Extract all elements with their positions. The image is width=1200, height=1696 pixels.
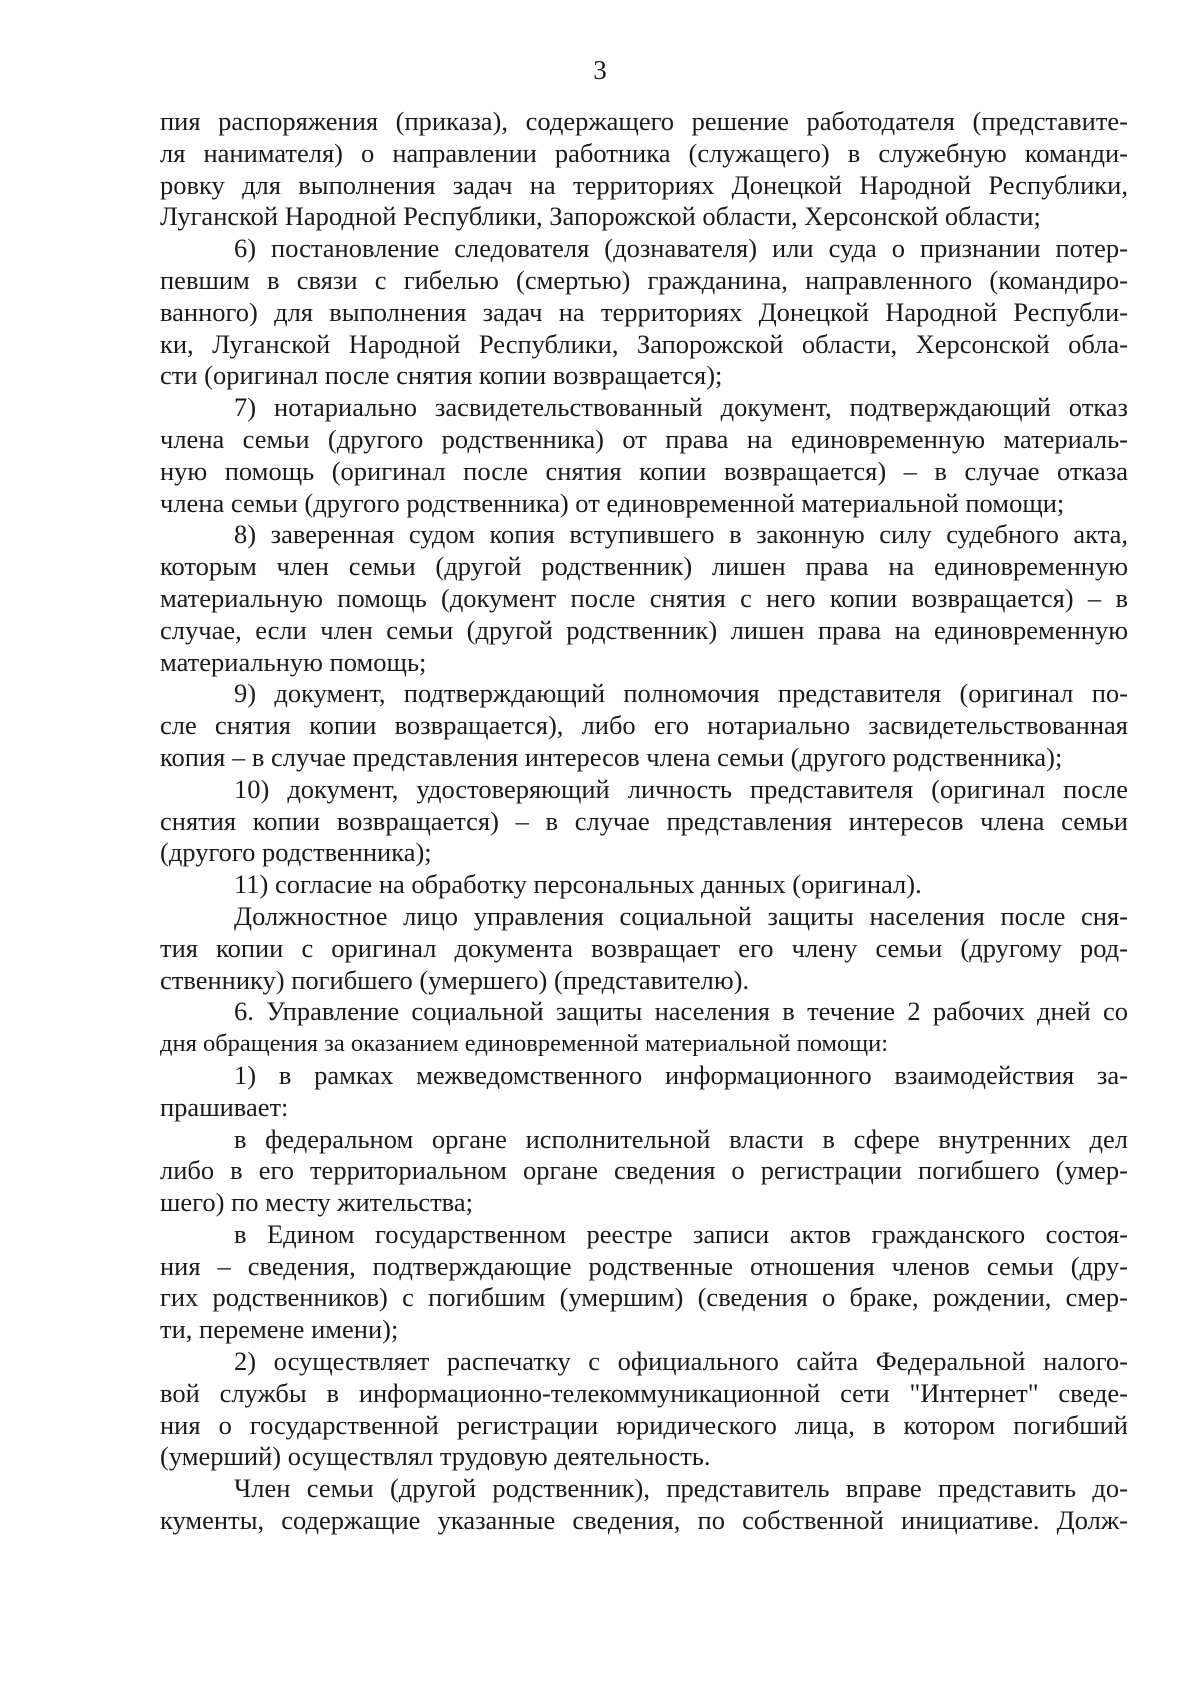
text-line: ля нанимателя) о направлении работника (служащего) в служебную команди-: [160, 137, 1128, 168]
text-line: либо в его территориальном органе сведения о регистрации погибшего (умер-: [160, 1155, 1128, 1186]
text-line: ванного) для выполнения задач на территориях Донецкой Народной Республи-: [160, 296, 1128, 327]
text-line: 7) нотариально засвидетельствованный документ, подтверждающий отказ: [234, 392, 1128, 423]
text-line: гих родственников) с погибшим (умершим) (сведения о браке, рождении, смер-: [160, 1282, 1128, 1313]
text-line: тия копии с оригинал документа возвращает его члену семьи (другому род-: [160, 932, 1128, 963]
text-line: ния – сведения, подтверждающие родственные отношения членов семьи (дру-: [160, 1250, 1128, 1281]
text-line: 11) согласие на обработку персональных данных (оригинал).: [234, 869, 922, 900]
text-line: 2) осуществляет распечатку с официального сайта Федеральной налого-: [234, 1346, 1128, 1377]
text-line: в федеральном органе исполнительной власти в сфере внутренних дел: [234, 1123, 1128, 1154]
text-line: ти, перемене имени);: [160, 1314, 399, 1345]
text-line: 10) документ, удостоверяющий личность представителя (оригинал после: [234, 773, 1128, 804]
text-line: прашивает:: [160, 1091, 289, 1122]
text-line: материальную помощь (документ после снятия с него копии возвращается) – в: [160, 582, 1128, 613]
text-line: ровку для выполнения задач на территориях Донецкой Народной Республики,: [160, 169, 1128, 200]
text-line: 9) документ, подтверждающий полномочия представителя (оригинал по-: [234, 678, 1128, 709]
text-line: сти (оригинал после снятия копии возвращается);: [160, 360, 723, 391]
text-line: 6. Управление социальной защиты населения в течение 2 рабочих дней со: [234, 996, 1128, 1027]
text-line: которым член семьи (другой родственник) лишен права на единовременную: [160, 551, 1128, 582]
text-line: вой службы в информационно-телекоммуникационной сети "Интернет" сведе-: [160, 1377, 1128, 1408]
text-line: случае, если член семьи (другой родственник) лишен права на единовременную: [160, 614, 1128, 645]
text-line: ки, Луганской Народной Республики, Запорожской области, Херсонской обла-: [160, 328, 1128, 359]
text-line: материальную помощь;: [160, 646, 427, 677]
text-line: 8) заверенная судом копия вступившего в законную силу судебного акта,: [234, 519, 1128, 550]
text-line: члена семьи (другого родственника) от права на единовременную материаль-: [160, 423, 1128, 454]
text-line: ния о государственной регистрации юридического лица, в котором погибший: [160, 1409, 1128, 1440]
text-line: пия распоряжения (приказа), содержащего решение работодателя (представите-: [160, 106, 1128, 136]
text-line: ственнику) погибшего (умершего) (представителю).: [160, 964, 750, 995]
text-line: (умерший) осуществлял трудовую деятельность.: [160, 1441, 711, 1472]
text-line: (другого родственника);: [160, 837, 432, 868]
body-text: [160, 106, 1128, 1537]
text-line: 1) в рамках межведомственного информационного взаимодействия за-: [234, 1059, 1128, 1090]
text-line: ную помощь (оригинал после снятия копии возвращается) – в случае отказа: [160, 455, 1128, 486]
text-line: Луганской Народной Республики, Запорожской области, Херсонской области;: [160, 201, 1041, 232]
text-line: дня обращения за оказанием единовременной материальной помощи:: [160, 1030, 889, 1058]
text-line: певшим в связи с гибелью (смертью) гражданина, направленного (командиро-: [160, 264, 1128, 295]
text-line: кументы, содержащие указанные сведения, по собственной инициативе. Долж-: [160, 1505, 1128, 1536]
text-line: Должностное лицо управления социальной защиты населения после сня-: [234, 900, 1128, 931]
text-line: в Едином государственном реестре записи актов гражданского состоя-: [234, 1218, 1128, 1249]
text-line: 6) постановление следователя (дознавателя) или суда о признании потер-: [234, 233, 1128, 264]
text-line: шего) по месту жительства;: [160, 1187, 473, 1218]
text-line: Член семьи (другой родственник), представитель вправе представить до-: [234, 1473, 1128, 1504]
text-line: члена семьи (другого родственника) от единовременной материальной помощи;: [160, 487, 1065, 518]
text-line: снятия копии возвращается) – в случае представления интересов члена семьи: [160, 805, 1128, 836]
text-line: копия – в случае представления интересов члена семьи (другого родственника);: [160, 741, 1063, 772]
page-number: 3: [593, 55, 607, 85]
text-line: сле снятия копии возвращается), либо его нотариально засвидетельствованная: [160, 710, 1128, 741]
